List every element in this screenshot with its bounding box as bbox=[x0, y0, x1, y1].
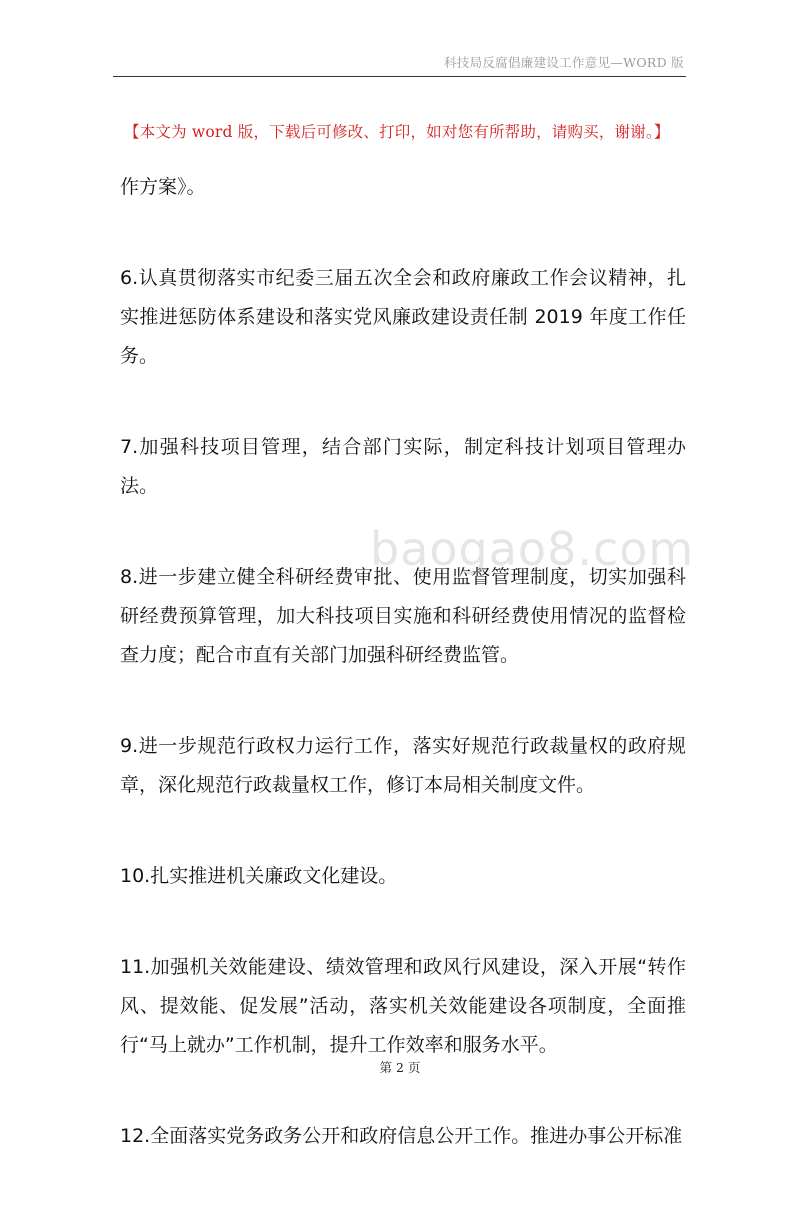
watermark: baogao8.com bbox=[370, 522, 695, 576]
document-body bbox=[120, 168, 686, 1208]
purchase-notice: 【本文为 word 版，下载后可修改、打印，如对您有所帮助，请购买，谢谢。】 bbox=[124, 123, 670, 141]
paragraph-item-7: 7.加强科技项目管理，结合部门实际，制定科技计划项目管理办法。 bbox=[120, 436, 686, 497]
page-number: 第 2 页 bbox=[379, 1060, 421, 1075]
running-header: 科技局反腐倡廉建设工作意见—WORD 版 bbox=[443, 55, 684, 70]
paragraph-item-11: 11.加强机关效能建设、绩效管理和政风行风建设，深入开展“转作风、提效能、促发展”活动，落实机关效能建设各项制度，全面推行“马上就办”工作机制，提升工作效率和服务水平。 bbox=[120, 956, 686, 1056]
paragraph-item-6: 6.认真贯彻落实市纪委三届五次全会和政府廉政工作会议精神，扎实推进惩防体系建设和落实党风廉政建设责任制 2019 年度工作任务。 bbox=[120, 267, 686, 367]
header-divider bbox=[113, 76, 686, 77]
paragraph-item-12: 12.全面落实党务政务公开和政府信息公开工作。推进办事公开标准 bbox=[120, 1125, 683, 1147]
paragraph-item-8: 8.进一步建立健全科研经费审批、使用监督管理制度，切实加强科研经费预算管理，加大科技项目实施和科研经费使用情况的监督检查力度；配合市直有关部门加强科研经费监管。 bbox=[120, 566, 686, 666]
paragraph-continuation: 作方案》。 bbox=[120, 176, 206, 198]
paragraph-item-10: 10.扎实推进机关廉政文化建设。 bbox=[120, 865, 398, 887]
paragraph-item-9: 9.进一步规范行政权力运行工作，落实好规范行政裁量权的政府规章，深化规范行政裁量权工作，修订本局相关制度文件。 bbox=[120, 735, 686, 796]
